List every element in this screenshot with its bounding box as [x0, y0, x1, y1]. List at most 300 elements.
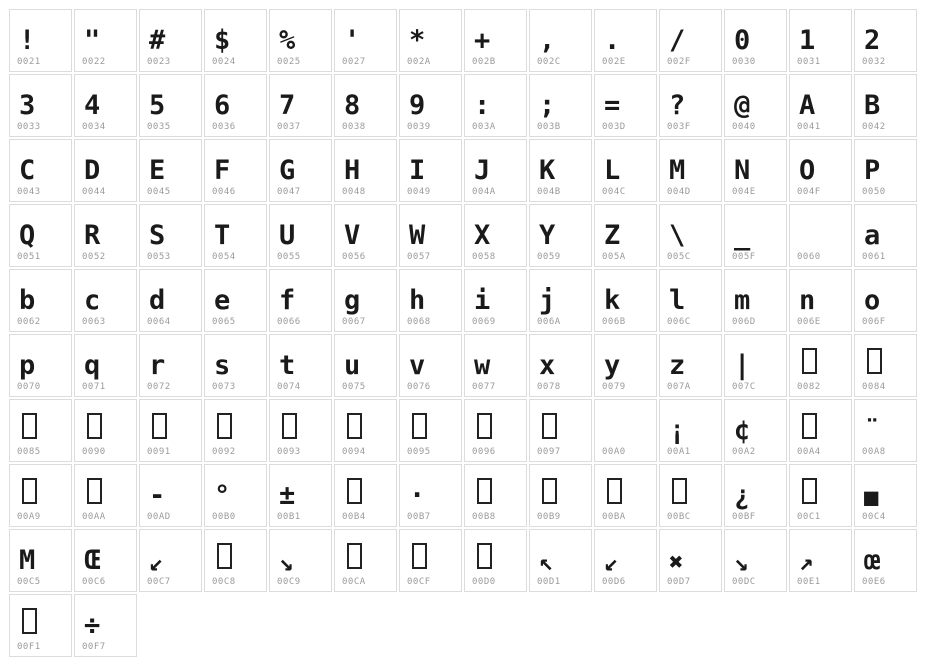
glyph-cell [334, 204, 397, 267]
glyph-cell [269, 139, 332, 202]
glyph: J [474, 155, 491, 186]
glyph-code-label: 0082 [797, 382, 821, 392]
glyph-cell [854, 9, 917, 72]
glyph: ↙ [604, 548, 619, 576]
glyph: g [344, 285, 361, 316]
glyph-code-label: 003A [472, 122, 496, 132]
glyph: i [474, 285, 491, 316]
missing-glyph-box-icon [542, 478, 557, 504]
glyph: _ [734, 220, 751, 251]
glyph-code-label: 005A [602, 252, 626, 262]
glyph: K [539, 155, 556, 186]
glyph-cell [399, 464, 462, 527]
glyph-cell [269, 9, 332, 72]
missing-glyph-box-icon [477, 413, 492, 439]
glyph-code-label: 007A [667, 382, 691, 392]
missing-glyph-box-icon [477, 478, 492, 504]
missing-glyph-box-icon [22, 608, 37, 634]
glyph-cell [204, 334, 267, 397]
glyph-code-label: 0062 [17, 317, 41, 327]
glyph-code-label: 00D6 [602, 577, 626, 587]
glyph: = [604, 90, 621, 121]
glyph-cell [659, 139, 722, 202]
glyph: ¿ [734, 480, 751, 511]
glyph-code-label: 0067 [342, 317, 366, 327]
glyph-code-label: 004D [667, 187, 691, 197]
glyph-cell [594, 204, 657, 267]
glyph: A [799, 90, 816, 121]
glyph: # [149, 25, 166, 56]
glyph-cell [854, 464, 917, 527]
glyph-code-label: 00DC [732, 577, 756, 587]
glyph: % [279, 25, 296, 56]
glyph-code-label: 00B9 [537, 512, 561, 522]
glyph-cell [139, 464, 202, 527]
glyph-code-label: 0053 [147, 252, 171, 262]
glyph-code-label: 0024 [212, 57, 236, 67]
glyph: T [214, 220, 231, 251]
glyph-cell [399, 334, 462, 397]
glyph: y [604, 350, 621, 381]
glyph-cell [789, 334, 852, 397]
glyph: 6 [214, 90, 231, 121]
glyph-cell [334, 139, 397, 202]
glyph-cell [204, 399, 267, 462]
glyph-code-label: 00D1 [537, 577, 561, 587]
glyph-cell [399, 529, 462, 592]
glyph: / [669, 25, 686, 56]
glyph-cell [9, 74, 72, 137]
glyph-code-label: 0043 [17, 187, 41, 197]
glyph-code-label: 002B [472, 57, 496, 67]
glyph-cell [594, 9, 657, 72]
glyph: x [539, 350, 556, 381]
glyph: ✖ [669, 548, 684, 576]
missing-glyph-box-icon [412, 413, 427, 439]
glyph-code-label: 00B1 [277, 512, 301, 522]
glyph-code-label: 0097 [537, 447, 561, 457]
glyph-cell [74, 334, 137, 397]
glyph-code-label: 00C1 [797, 512, 821, 522]
glyph: V [344, 220, 361, 251]
missing-glyph-box-icon [672, 478, 687, 504]
glyph-cell [9, 464, 72, 527]
glyph-code-label: 002E [602, 57, 626, 67]
glyph-code-label: 0022 [82, 57, 106, 67]
glyph-cell [74, 204, 137, 267]
glyph-code-label: 0048 [342, 187, 366, 197]
glyph: l [669, 285, 686, 316]
glyph: · [409, 480, 426, 511]
glyph-cell [399, 74, 462, 137]
glyph-code-label: 0076 [407, 382, 431, 392]
glyph-cell [74, 464, 137, 527]
glyph-cell [9, 204, 72, 267]
glyph-code-label: 00CA [342, 577, 366, 587]
glyph: k [604, 285, 621, 316]
glyph: S [149, 220, 166, 251]
glyph-code-label: 004F [797, 187, 821, 197]
glyph-cell [464, 464, 527, 527]
glyph-code-label: 0031 [797, 57, 821, 67]
glyph-code-label: 0063 [82, 317, 106, 327]
glyph-cell [854, 269, 917, 332]
glyph-cell [74, 269, 137, 332]
glyph-code-label: 0077 [472, 382, 496, 392]
glyph-cell [204, 269, 267, 332]
glyph-cell [9, 139, 72, 202]
glyph-code-label: 0021 [17, 57, 41, 67]
glyph-cell [659, 464, 722, 527]
glyph-cell [9, 334, 72, 397]
glyph: X [474, 220, 491, 251]
glyph-code-label: 0045 [147, 187, 171, 197]
glyph-code-label: 006B [602, 317, 626, 327]
glyph: e [214, 285, 231, 316]
missing-glyph-box-icon [802, 348, 817, 374]
glyph-code-label: 00E1 [797, 577, 821, 587]
glyph: M [669, 155, 686, 186]
glyph: H [344, 155, 361, 186]
missing-glyph-box-icon [217, 413, 232, 439]
glyph-code-label: 0066 [277, 317, 301, 327]
glyph-cell [399, 139, 462, 202]
glyph-code-label: 00D0 [472, 577, 496, 587]
glyph-code-label: 00B0 [212, 512, 236, 522]
glyph-cell [139, 334, 202, 397]
glyph-cell [269, 74, 332, 137]
glyph-cell [854, 399, 917, 462]
glyph-cell [659, 204, 722, 267]
glyph-cell [724, 464, 787, 527]
glyph: ↖ [539, 548, 554, 576]
missing-glyph-box-icon [87, 413, 102, 439]
glyph-code-label: 0085 [17, 447, 41, 457]
glyph: z [669, 350, 686, 381]
glyph-code-label: 0025 [277, 57, 301, 67]
glyph-cell [789, 204, 852, 267]
glyph-cell [399, 9, 462, 72]
glyph-cell [854, 74, 917, 137]
glyph-code-label: 0032 [862, 57, 886, 67]
glyph: W [409, 220, 426, 251]
glyph: q [84, 350, 101, 381]
glyph: 8 [344, 90, 361, 121]
glyph: F [214, 155, 231, 186]
glyph-code-label: 0094 [342, 447, 366, 457]
glyph: 0 [734, 25, 751, 56]
glyph-cell [854, 204, 917, 267]
glyph-code-label: 00B7 [407, 512, 431, 522]
glyph-code-label: 0073 [212, 382, 236, 392]
glyph-code-label: 00BC [667, 512, 691, 522]
glyph-cell [334, 269, 397, 332]
glyph-code-label: 00C6 [82, 577, 106, 587]
glyph: ° [214, 480, 231, 511]
glyph: u [344, 350, 361, 381]
glyph-code-label: 0072 [147, 382, 171, 392]
glyph-cell [464, 269, 527, 332]
glyph-code-label: 00E6 [862, 577, 886, 587]
glyph-cell [529, 204, 592, 267]
glyph-code-label: 00AA [82, 512, 106, 522]
glyph-cell [659, 334, 722, 397]
glyph-cell [594, 74, 657, 137]
glyph-code-label: 0058 [472, 252, 496, 262]
missing-glyph-box-icon [282, 413, 297, 439]
glyph-cell [334, 399, 397, 462]
glyph-cell [139, 139, 202, 202]
missing-glyph-box-icon [347, 478, 362, 504]
glyph-cell [269, 464, 332, 527]
glyph-cell [334, 334, 397, 397]
glyph-cell [204, 204, 267, 267]
glyph-code-label: 0056 [342, 252, 366, 262]
glyph-code-label: 00C7 [147, 577, 171, 587]
glyph-code-label: 00A0 [602, 447, 626, 457]
glyph-code-label: 00C8 [212, 577, 236, 587]
glyph-code-label: 007C [732, 382, 756, 392]
glyph-code-label: 0074 [277, 382, 301, 392]
glyph: f [279, 285, 296, 316]
glyph-cell [399, 399, 462, 462]
glyph-cell [594, 334, 657, 397]
glyph-cell [789, 139, 852, 202]
glyph-cell [139, 529, 202, 592]
glyph: ' [344, 25, 361, 56]
glyph-cell [334, 464, 397, 527]
glyph-cell [724, 204, 787, 267]
glyph-cell [724, 529, 787, 592]
missing-glyph-box-icon [217, 543, 232, 569]
glyph-cell [74, 74, 137, 137]
glyph-code-label: 00A1 [667, 447, 691, 457]
glyph-code-label: 0040 [732, 122, 756, 132]
glyph-cell [139, 9, 202, 72]
glyph-cell [659, 529, 722, 592]
glyph-cell [204, 9, 267, 72]
glyph-code-label: 0050 [862, 187, 886, 197]
glyph-cell [464, 529, 527, 592]
glyph-cell [399, 204, 462, 267]
glyph-cell [334, 529, 397, 592]
glyph-code-label: 0023 [147, 57, 171, 67]
glyph-code-label: 004B [537, 187, 561, 197]
glyph-code-label: 006D [732, 317, 756, 327]
glyph-code-label: 0051 [17, 252, 41, 262]
glyph-cell [139, 204, 202, 267]
missing-glyph-box-icon [802, 413, 817, 439]
glyph: b [19, 285, 36, 316]
glyph: ↘ [734, 548, 749, 576]
glyph: 5 [149, 90, 166, 121]
glyph: p [19, 350, 36, 381]
glyph-cell [334, 74, 397, 137]
glyph-cell [9, 594, 72, 657]
glyph: L [604, 155, 621, 186]
glyph-code-label: 0037 [277, 122, 301, 132]
glyph-cell [269, 204, 332, 267]
glyph-cell [464, 139, 527, 202]
glyph-code-label: 002F [667, 57, 691, 67]
glyph-code-label: 002A [407, 57, 431, 67]
glyph-code-label: 004E [732, 187, 756, 197]
glyph: Q [19, 220, 36, 251]
glyph-code-label: 006A [537, 317, 561, 327]
glyph-cell [594, 269, 657, 332]
glyph-code-label: 0071 [82, 382, 106, 392]
glyph: E [149, 155, 166, 186]
glyph-code-label: 0047 [277, 187, 301, 197]
glyph-cell [594, 399, 657, 462]
glyph: ¨ [864, 415, 881, 446]
glyph-cell [789, 74, 852, 137]
glyph: N [734, 155, 751, 186]
missing-glyph-box-icon [412, 543, 427, 569]
glyph-code-label: 00BF [732, 512, 756, 522]
glyph-code-label: 00CF [407, 577, 431, 587]
glyph: ? [669, 90, 686, 121]
glyph: j [539, 285, 556, 316]
glyph-code-label: 0036 [212, 122, 236, 132]
glyph: t [279, 350, 296, 381]
glyph-cell [724, 269, 787, 332]
glyph-code-label: 0052 [82, 252, 106, 262]
glyph-code-label: 003F [667, 122, 691, 132]
glyph: n [799, 285, 816, 316]
glyph-cell [724, 399, 787, 462]
glyph-code-label: 00C5 [17, 577, 41, 587]
glyph-code-label: 0030 [732, 57, 756, 67]
missing-glyph-box-icon [22, 478, 37, 504]
glyph: d [149, 285, 166, 316]
glyph-code-label: 004C [602, 187, 626, 197]
glyph: 4 [84, 90, 101, 121]
glyph: - [149, 480, 166, 511]
glyph-cell [9, 399, 72, 462]
glyph-code-label: 0061 [862, 252, 886, 262]
glyph-code-label: 00C9 [277, 577, 301, 587]
missing-glyph-box-icon [87, 478, 102, 504]
glyph: Y [539, 220, 556, 251]
missing-glyph-box-icon [542, 413, 557, 439]
glyph-code-label: 0055 [277, 252, 301, 262]
glyph-cell [74, 529, 137, 592]
glyph: G [279, 155, 296, 186]
glyph-cell [529, 334, 592, 397]
glyph-code-label: 0057 [407, 252, 431, 262]
glyph: D [84, 155, 101, 186]
glyph-code-label: 0038 [342, 122, 366, 132]
glyph-code-label: 0054 [212, 252, 236, 262]
glyph-cell [204, 529, 267, 592]
glyph: M [19, 545, 36, 576]
glyph-code-label: 00C4 [862, 512, 886, 522]
glyph-code-label: 00A4 [797, 447, 821, 457]
glyph: . [604, 25, 621, 56]
glyph-cell [659, 269, 722, 332]
glyph-code-label: 004A [472, 187, 496, 197]
glyph-code-label: 0096 [472, 447, 496, 457]
glyph-cell [529, 74, 592, 137]
glyph-cell [9, 9, 72, 72]
glyph-code-label: 0046 [212, 187, 236, 197]
glyph-cell [594, 464, 657, 527]
glyph-cell [789, 529, 852, 592]
glyph: : [474, 90, 491, 121]
glyph-code-label: 0034 [82, 122, 106, 132]
glyph-cell [529, 269, 592, 332]
glyph: o [864, 285, 881, 316]
glyph-code-label: 0064 [147, 317, 171, 327]
glyph-code-label: 0070 [17, 382, 41, 392]
glyph-code-label: 00B8 [472, 512, 496, 522]
glyph-code-label: 00BA [602, 512, 626, 522]
glyph: 9 [409, 90, 426, 121]
glyph: | [734, 350, 751, 381]
glyph-cell [464, 204, 527, 267]
glyph: U [279, 220, 296, 251]
glyph-code-label: 0093 [277, 447, 301, 457]
glyph-code-label: 0091 [147, 447, 171, 457]
glyph-code-label: 0044 [82, 187, 106, 197]
glyph: s [214, 350, 231, 381]
glyph: C [19, 155, 36, 186]
glyph-cell [724, 9, 787, 72]
missing-glyph-box-icon [152, 413, 167, 439]
glyph-code-label: 0065 [212, 317, 236, 327]
glyph-cell [269, 269, 332, 332]
glyph: ↙ [149, 548, 164, 576]
glyph: @ [734, 90, 751, 121]
glyph: ■ [864, 483, 879, 511]
glyph: m [734, 285, 751, 316]
missing-glyph-box-icon [477, 543, 492, 569]
glyph: v [409, 350, 426, 381]
glyph-code-label: 006F [862, 317, 886, 327]
glyph-cell [529, 399, 592, 462]
glyph: ! [19, 25, 36, 56]
glyph-cell [724, 74, 787, 137]
glyph: ¢ [734, 415, 751, 446]
glyph-cell [139, 74, 202, 137]
missing-glyph-box-icon [347, 543, 362, 569]
glyph-cell [464, 334, 527, 397]
glyph-code-label: 0041 [797, 122, 821, 132]
glyph-code-label: 00AD [147, 512, 171, 522]
glyph-cell [789, 9, 852, 72]
glyph-cell [659, 399, 722, 462]
glyph: 2 [864, 25, 881, 56]
glyph-cell [724, 139, 787, 202]
glyph: a [864, 220, 881, 251]
glyph-code-label: 00A2 [732, 447, 756, 457]
glyph: \ [669, 220, 686, 251]
glyph-cell [854, 529, 917, 592]
glyph-code-label: 0035 [147, 122, 171, 132]
glyph-code-label: 00A8 [862, 447, 886, 457]
glyph: c [84, 285, 101, 316]
missing-glyph-box-icon [607, 478, 622, 504]
glyph: ; [539, 90, 556, 121]
glyph-cell [74, 9, 137, 72]
glyph-cell [139, 269, 202, 332]
glyph: B [864, 90, 881, 121]
glyph-code-label: 006E [797, 317, 821, 327]
glyph-cell [854, 139, 917, 202]
glyph-code-label: 005C [667, 252, 691, 262]
glyph: œ [864, 545, 881, 576]
